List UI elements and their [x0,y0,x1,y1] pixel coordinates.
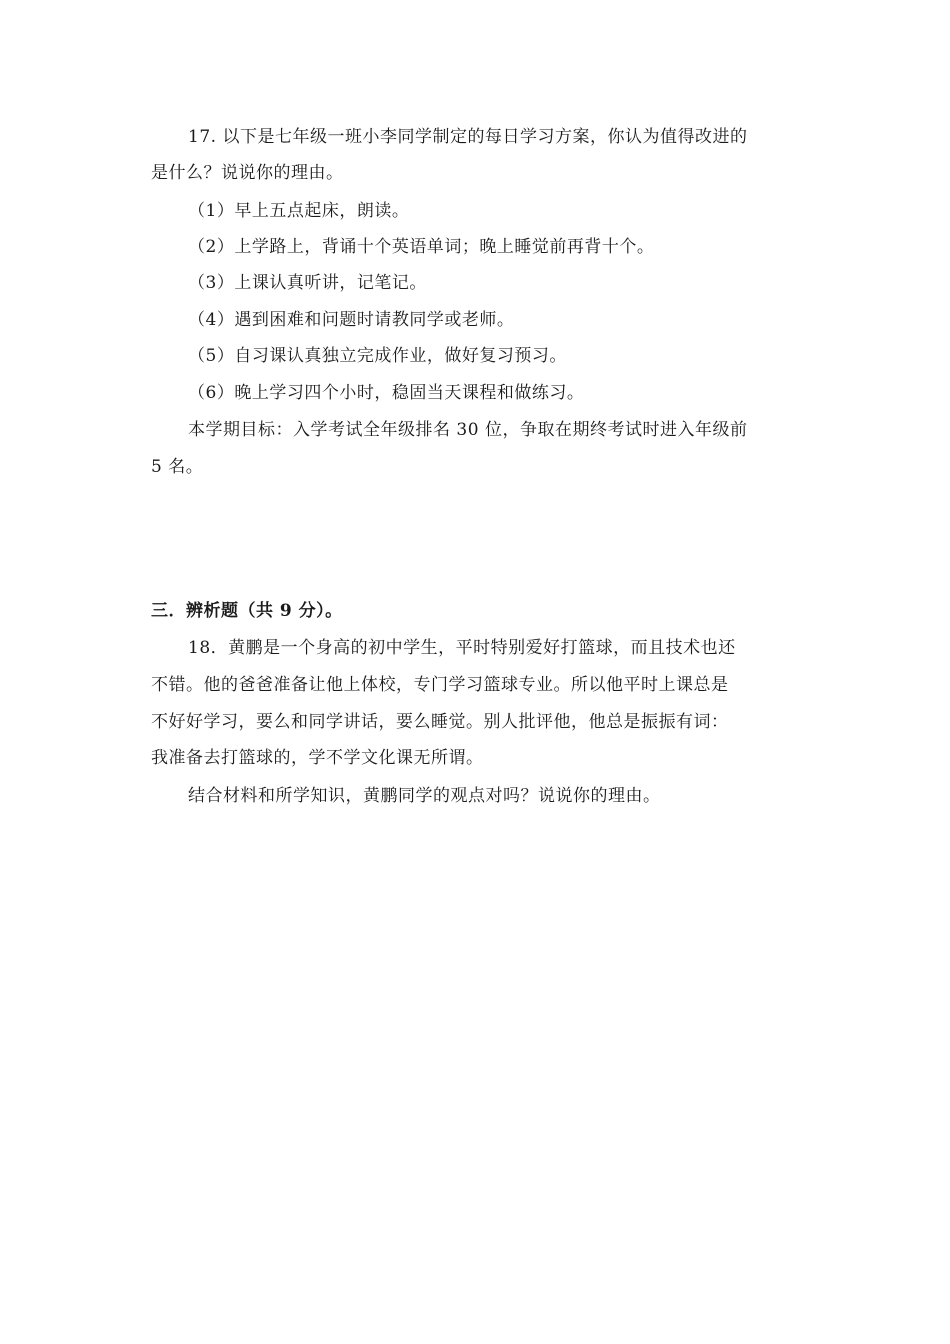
q17-goal-line1: 本学期目标：入学考试全年级排名 30 位，争取在期终考试时进入年级前 [188,420,748,440]
q18-material-line4: 我准备去打篮球的，学不学文化课无所谓。 [151,748,484,768]
q17-item-3: （3）上课认真听讲，记笔记。 [188,273,427,293]
q17-goal-line2: 5 名。 [151,457,204,477]
q18-material-line1: 18．黄鹏是一个身高的初中学生，平时特别爱好打篮球，而且技术也还 [188,638,736,658]
q17-item-6: （6）晚上学习四个小时，稳固当天课程和做练习。 [188,383,585,403]
q17-stem-line1: 17. 以下是七年级一班小李同学制定的每日学习方案，你认为值得改进的 [188,127,748,147]
q17-stem-line2: 是什么？说说你的理由。 [151,163,344,183]
q17-item-4: （4）遇到困难和问题时请教同学或老师。 [188,310,515,330]
section-heading: 三．辨析题（共 9 分）。 [151,601,343,621]
q17-item-5: （5）自习课认真独立完成作业，做好复习预习。 [188,346,567,366]
q17-item-2: （2）上学路上，背诵十个英语单词；晚上睡觉前再背十个。 [188,237,655,257]
q18-material-line3: 不好好学习，要么和同学讲话，要么睡觉。别人批评他，他总是振振有词： [151,712,729,732]
q18-question: 结合材料和所学知识，黄鹏同学的观点对吗？说说你的理由。 [188,786,661,806]
q17-item-1: （1）早上五点起床，朗读。 [188,201,410,221]
q18-material-line2: 不错。他的爸爸准备让他上体校，专门学习篮球专业。所以他平时上课总是 [151,675,729,695]
